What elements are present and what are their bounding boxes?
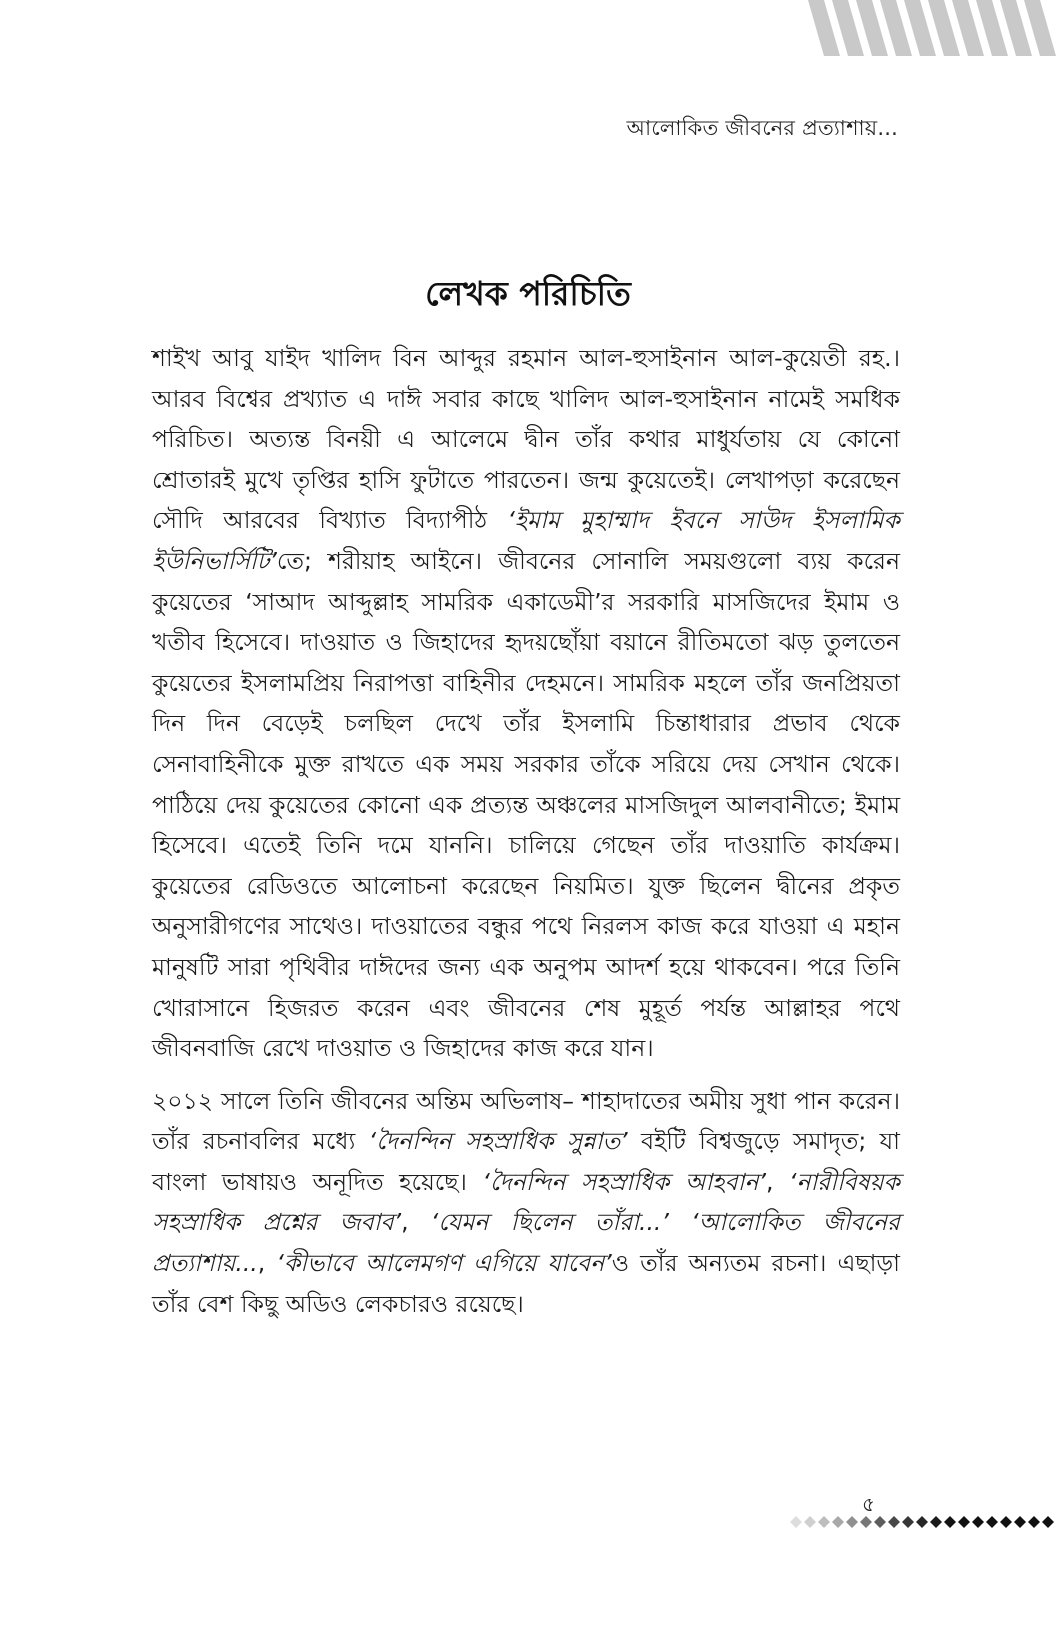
book-title: ‘দৈনন্দিন সহস্রাধিক আহবান’ [482,1167,766,1196]
chapter-title: লেখক পরিচিতি [425,274,631,314]
paragraph-text: বইটি বিশ্বজুড়ে সমাদৃত; যা বাংলা ভাষায়ও অনূদিত হয়েছে। [152,1127,900,1196]
separator: , [765,1167,774,1196]
corner-stripe-decoration [756,0,1056,56]
body-text [152,338,900,1324]
paragraph-text: শাইখ আবু যাইদ খালিদ বিন আব্দুর রহমান আল-হুসাইনান আল-কুয়েতী রহ.। আরব বিশ্বের প্রখ্যাত এ দাঈ সবার কাছে খালিদ আল-হুসাইনান নামেই সমধিক পরিচিত। অত্যন্ত বিনয়ী এ আলেমে দ্বীন তাঁর কথার মাধুর্যতায় যে কোনো শ্রোতারই মুখে তৃপ্তির হাসি ফুটাতে পারতেন। জন্ম কুয়েতেই। লেখাপড়া করেছেন সৌদি আরবের বিখ্যাত বিদ্যাপীঠ [152,344,900,535]
book-title: ‘আলোকিত জীবনের প্রত্যাশায়... [152,1208,900,1278]
paragraph-text: ও তাঁর অন্যতম রচনা। এছাড়া তাঁর বেশ কিছু অডিও লেকচারও রয়েছে। [152,1249,900,1318]
book-title: ‘যেমন ছিলেন তাঁরা...’ [430,1208,669,1237]
footer-diamond-decoration [790,1513,1056,1531]
separator: , [257,1249,266,1278]
book-title: ‘দৈনন্দিন সহস্রাধিক সুন্নাত’ [368,1127,628,1156]
paragraph-text: ২০১২ সালে তিনি জীবনের অন্তিম অভিলাষ– শাহাদাতের অমীয় সুধা পান করেন। তাঁর রচনাবলির মধ্যে [152,1086,900,1156]
works-paragraph [152,1081,900,1325]
running-header: আলোকিত জীবনের প্রত্যাশায়... [626,116,898,140]
separator: , [401,1208,409,1237]
book-title: ‘নারীবিষয়ক সহস্রাধিক প্রশ্নের জবাব’ [152,1167,900,1237]
biography-paragraph [152,338,900,1069]
paragraph-text: তে; শরীয়াহ আইনে। জীবনের সোনালি সময়গুলো ব্যয় করেন কুয়েতের ‘সাআদ আব্দুল্লাহ সামরিক একাডেমী’র সরকারি মাসজিদের ইমাম ও খতীব হিসেবে। দাওয়াত ও জিহাদের হৃদয়ছোঁয়া বয়ানে রীতিমতো ঝড় তুলতেন কুয়েতের ইসলামপ্রিয় নিরাপত্তা বাহিনীর দেহমনে। সামরিক মহলে তাঁর জনপ্রিয়তা দিন দিন বেড়েই চলছিল দেখে তাঁর ইসলামি চিন্তাধারার প্রভাব থেকে সেনাবাহিনীকে মুক্ত রাখতে এক সময় সরকার তাঁকে সরিয়ে দেয় সেখান থেকে। পাঠিয়ে দেয় কুয়েতের কোনো এক প্রত্যন্ত অঞ্চলের মাসজিদুল আলবানীতে; ইমাম হিসেবে। এতেই তিনি দমে যাননি। চালিয়ে গেছেন তাঁর দাওয়াতি কার্যক্রম। কুয়েতের রেডিওতে আলোচনা করেছেন নিয়মিত। যুক্ত ছিলেন দ্বীনের প্রকৃত অনুসারীগণের সাথেও। দাওয়াতের বন্ধুর পথে নিরলস কাজ করে যাওয়া এ মহান মানুষটি সারা পৃথিবীর দাঈদের জন্য এক অনুপম আদর্শ হয়ে থাকবেন। পরে তিনি খোরাসানে হিজরত করেন এবং জীবনের শেষ মুহূর্ত পর্যন্ত আল্লাহর পথে জীবনবাজি রেখে দাওয়াত ও জিহাদের কাজ করে যান। [152,546,900,1063]
book-title: ‘কীভাবে আলেমগণ এগিয়ে যাবেন’ [276,1249,612,1278]
page-number: ৫ [862,1492,875,1516]
institution-name: ‘ইমাম মুহাম্মাদ ইবনে সাউদ ইসলামিক ইউনিভার্সিটি’ [152,506,900,575]
